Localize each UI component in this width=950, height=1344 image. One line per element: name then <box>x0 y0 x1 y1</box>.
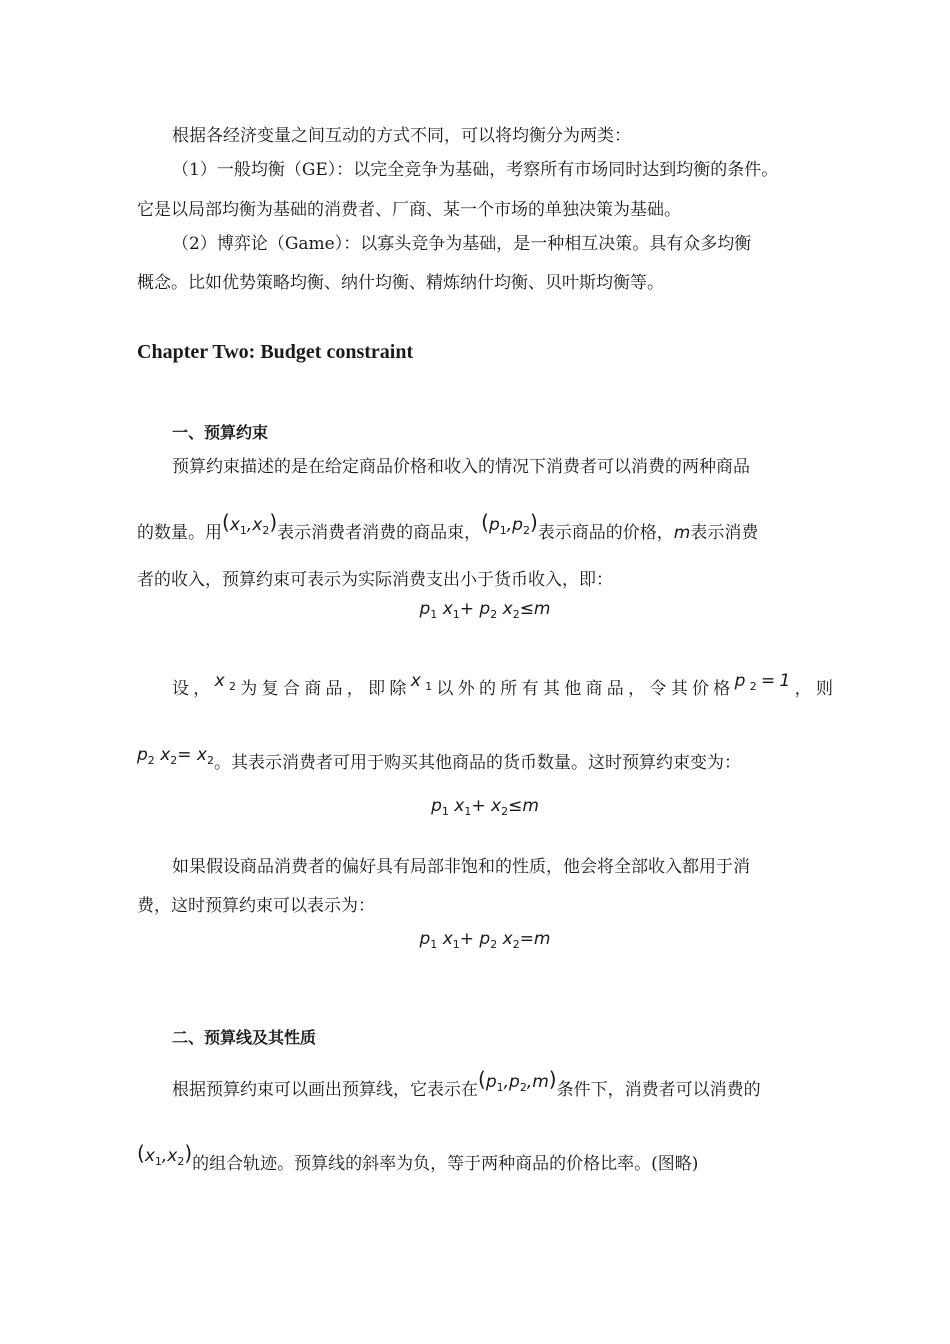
formula-prices-p1-p2: $(p_1,p_2)$ <box>481 510 538 537</box>
formula-budget-composite: $p_1$ $x_1+ x_2\le m$ <box>431 796 539 818</box>
paragraph-intro: 根据各经济变量之间互动的方式不同，可以将均衡分为两类： <box>172 126 631 146</box>
paragraph-nonsatiation: 如果假设商品消费者的偏好具有局部非饱和的性质，他会将全部收入都用于消 <box>172 857 750 877</box>
section-heading-budget-constraint: 一、预算约束 <box>172 423 269 442</box>
section-heading-budget-line: 二、预算线及其性质 <box>172 1028 317 1047</box>
chapter-title: Chapter Two: Budget constraint <box>137 341 414 363</box>
paragraph-budget-line-cont: $(x_1,x_2)$的组合轨迹。预算线的斜率为负，等于两种商品的价格比率。(图略) <box>137 1141 699 1174</box>
list-item-game-theory: （2）博弈论（Game）：以寡头竞争为基础，是一种相互决策。具有众多均衡 <box>172 234 752 254</box>
formula-p2x2-equals-x2: $p_2$ $x_2= x_2$ <box>137 745 214 767</box>
formula-p2-equals-1: $p_2=1$ <box>734 671 795 693</box>
paragraph-composite-good-cont: $p_2$ $x_2= x_2$。其表示消费者可用于购买其他商品的货币数量。这时预算约束变为： <box>137 745 741 773</box>
formula-p1-p2-m: $(p_1,p_2,m)$ <box>478 1067 557 1094</box>
formula-budget-equality: $p_1$ $x_1+ p_2$ $x_2=m$ <box>419 929 551 951</box>
list-item-general-equilibrium-cont: 它是以局部均衡为基础的消费者、厂商、某一个市场的单独决策为基础。 <box>137 200 681 220</box>
formula-bundle-x1-x2: $(x_1,x_2)$ <box>222 510 278 537</box>
paragraph-budget-definition: 预算约束描述的是在给定商品价格和收入的情况下消费者可以消费的两种商品 <box>172 457 750 477</box>
paragraph-nonsatiation-cont: 费，这时预算约束可以表示为： <box>137 896 375 916</box>
list-item-general-equilibrium: （1）一般均衡（GE）：以完全竞争为基础，考察所有市场同时达到均衡的条件。 <box>172 160 779 180</box>
formula-budget-inequality: $p_1$ $x_1+ p_2$ $x_2\le m$ <box>419 599 551 621</box>
paragraph-budget-definition-cont: 的数量。用$(x_1,x_2)$表示消费者消费的商品束，$(p_1,p_2)$表示商品的价格，m表示消费 <box>137 510 759 543</box>
list-item-game-theory-cont: 概念。比如优势策略均衡、纳什均衡、精炼纳什均衡、贝叶斯均衡等。 <box>137 273 664 293</box>
paragraph-budget-definition-end: 者的收入，预算约束可表示为实际消费支出小于货币收入，即： <box>137 570 613 590</box>
paragraph-composite-good: 设，$x_2$为复合商品，即除$x_1$以外的所有其他商品，令其价格$p_2=1$，则 <box>172 671 838 699</box>
paragraph-budget-line: 根据预算约束可以画出预算线，它表示在$(p_1,p_2,m)$条件下，消费者可以消费的 <box>172 1067 761 1100</box>
formula-x1-x2: $(x_1,x_2)$ <box>137 1141 193 1168</box>
